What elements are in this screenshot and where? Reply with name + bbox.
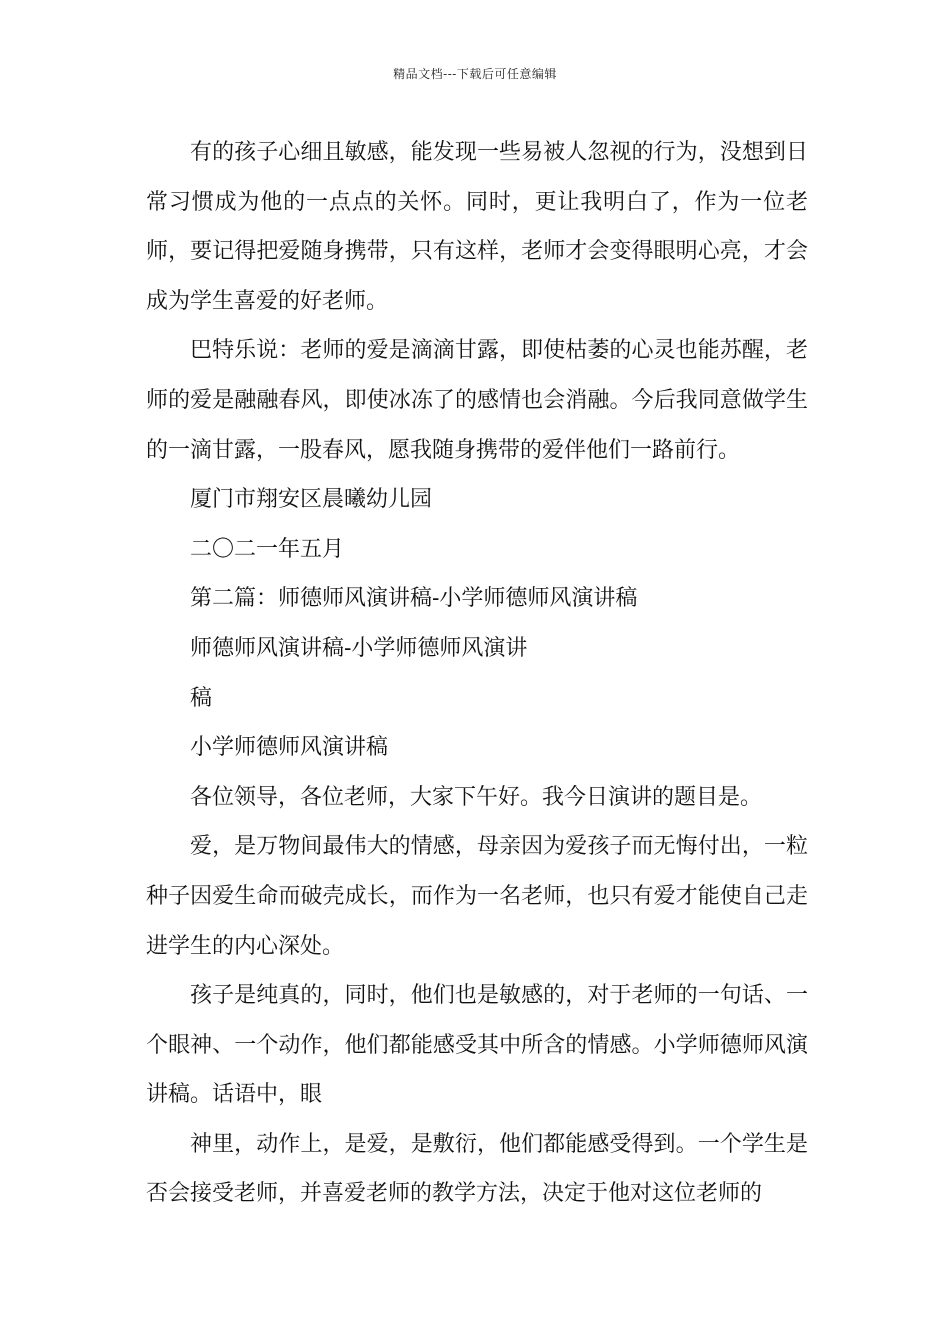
paragraph-2: 巴特乐说：老师的爱是滴滴甘露，即使枯萎的心灵也能苏醒，老师的爱是融融春风，即使冰冻了的感情也会消融。今后我同意做学生的一滴甘露，一股春风，愿我随身携带的爱伴他们一路前行。 — [146, 338, 808, 463]
paragraph-3: 爱，是万物间最伟大的情感，母亲因为爱孩子而无悔付出，一粒种子因爱生命而破壳成长，而作为一名老师，也只有爱才能使自己走进学生的内心深处。 — [146, 834, 808, 959]
body-text — [146, 128, 808, 1219]
paragraph-5: 神里，动作上，是爱，是敷衍，他们都能感受得到。一个学生是否会接受老师，并喜爱老师的教学方法，决定于他对这位老师的 — [146, 1131, 808, 1207]
signature-organization: 厦门市翔安区晨曦幼儿园 — [190, 487, 433, 513]
section-heading: 第二篇：师德师风演讲稿-小学师德师风演讲稿 — [190, 586, 638, 612]
paragraph-4: 孩子是纯真的，同时，他们也是敏感的，对于老师的一句话、一个眼神、一个动作，他们都能感受其中所含的情感。小学师德师风演讲稿。话语中，眼 — [146, 983, 808, 1108]
section-title-line-1: 师德师风演讲稿-小学师德师风演讲 — [190, 635, 528, 661]
signature-date: 二〇二一年五月 — [190, 536, 345, 562]
running-header: 精品文档---下载后可任意编辑 — [393, 67, 557, 81]
section-title-line-2: 稿 — [190, 685, 213, 711]
paragraph-1: 有的孩子心细且敏感，能发现一些易被人忽视的行为，没想到日常习惯成为他的一点点的关怀。同时，更让我明白了，作为一位老师，要记得把爱随身携带，只有这样，老师才会变得眼明心亮，才会成为学生喜爱的好老师。 — [146, 140, 808, 314]
speech-title: 小学师德师风演讲稿 — [190, 735, 389, 761]
speech-greeting: 各位领导，各位老师，大家下午好。我今日演讲的题目是。 — [190, 784, 763, 810]
